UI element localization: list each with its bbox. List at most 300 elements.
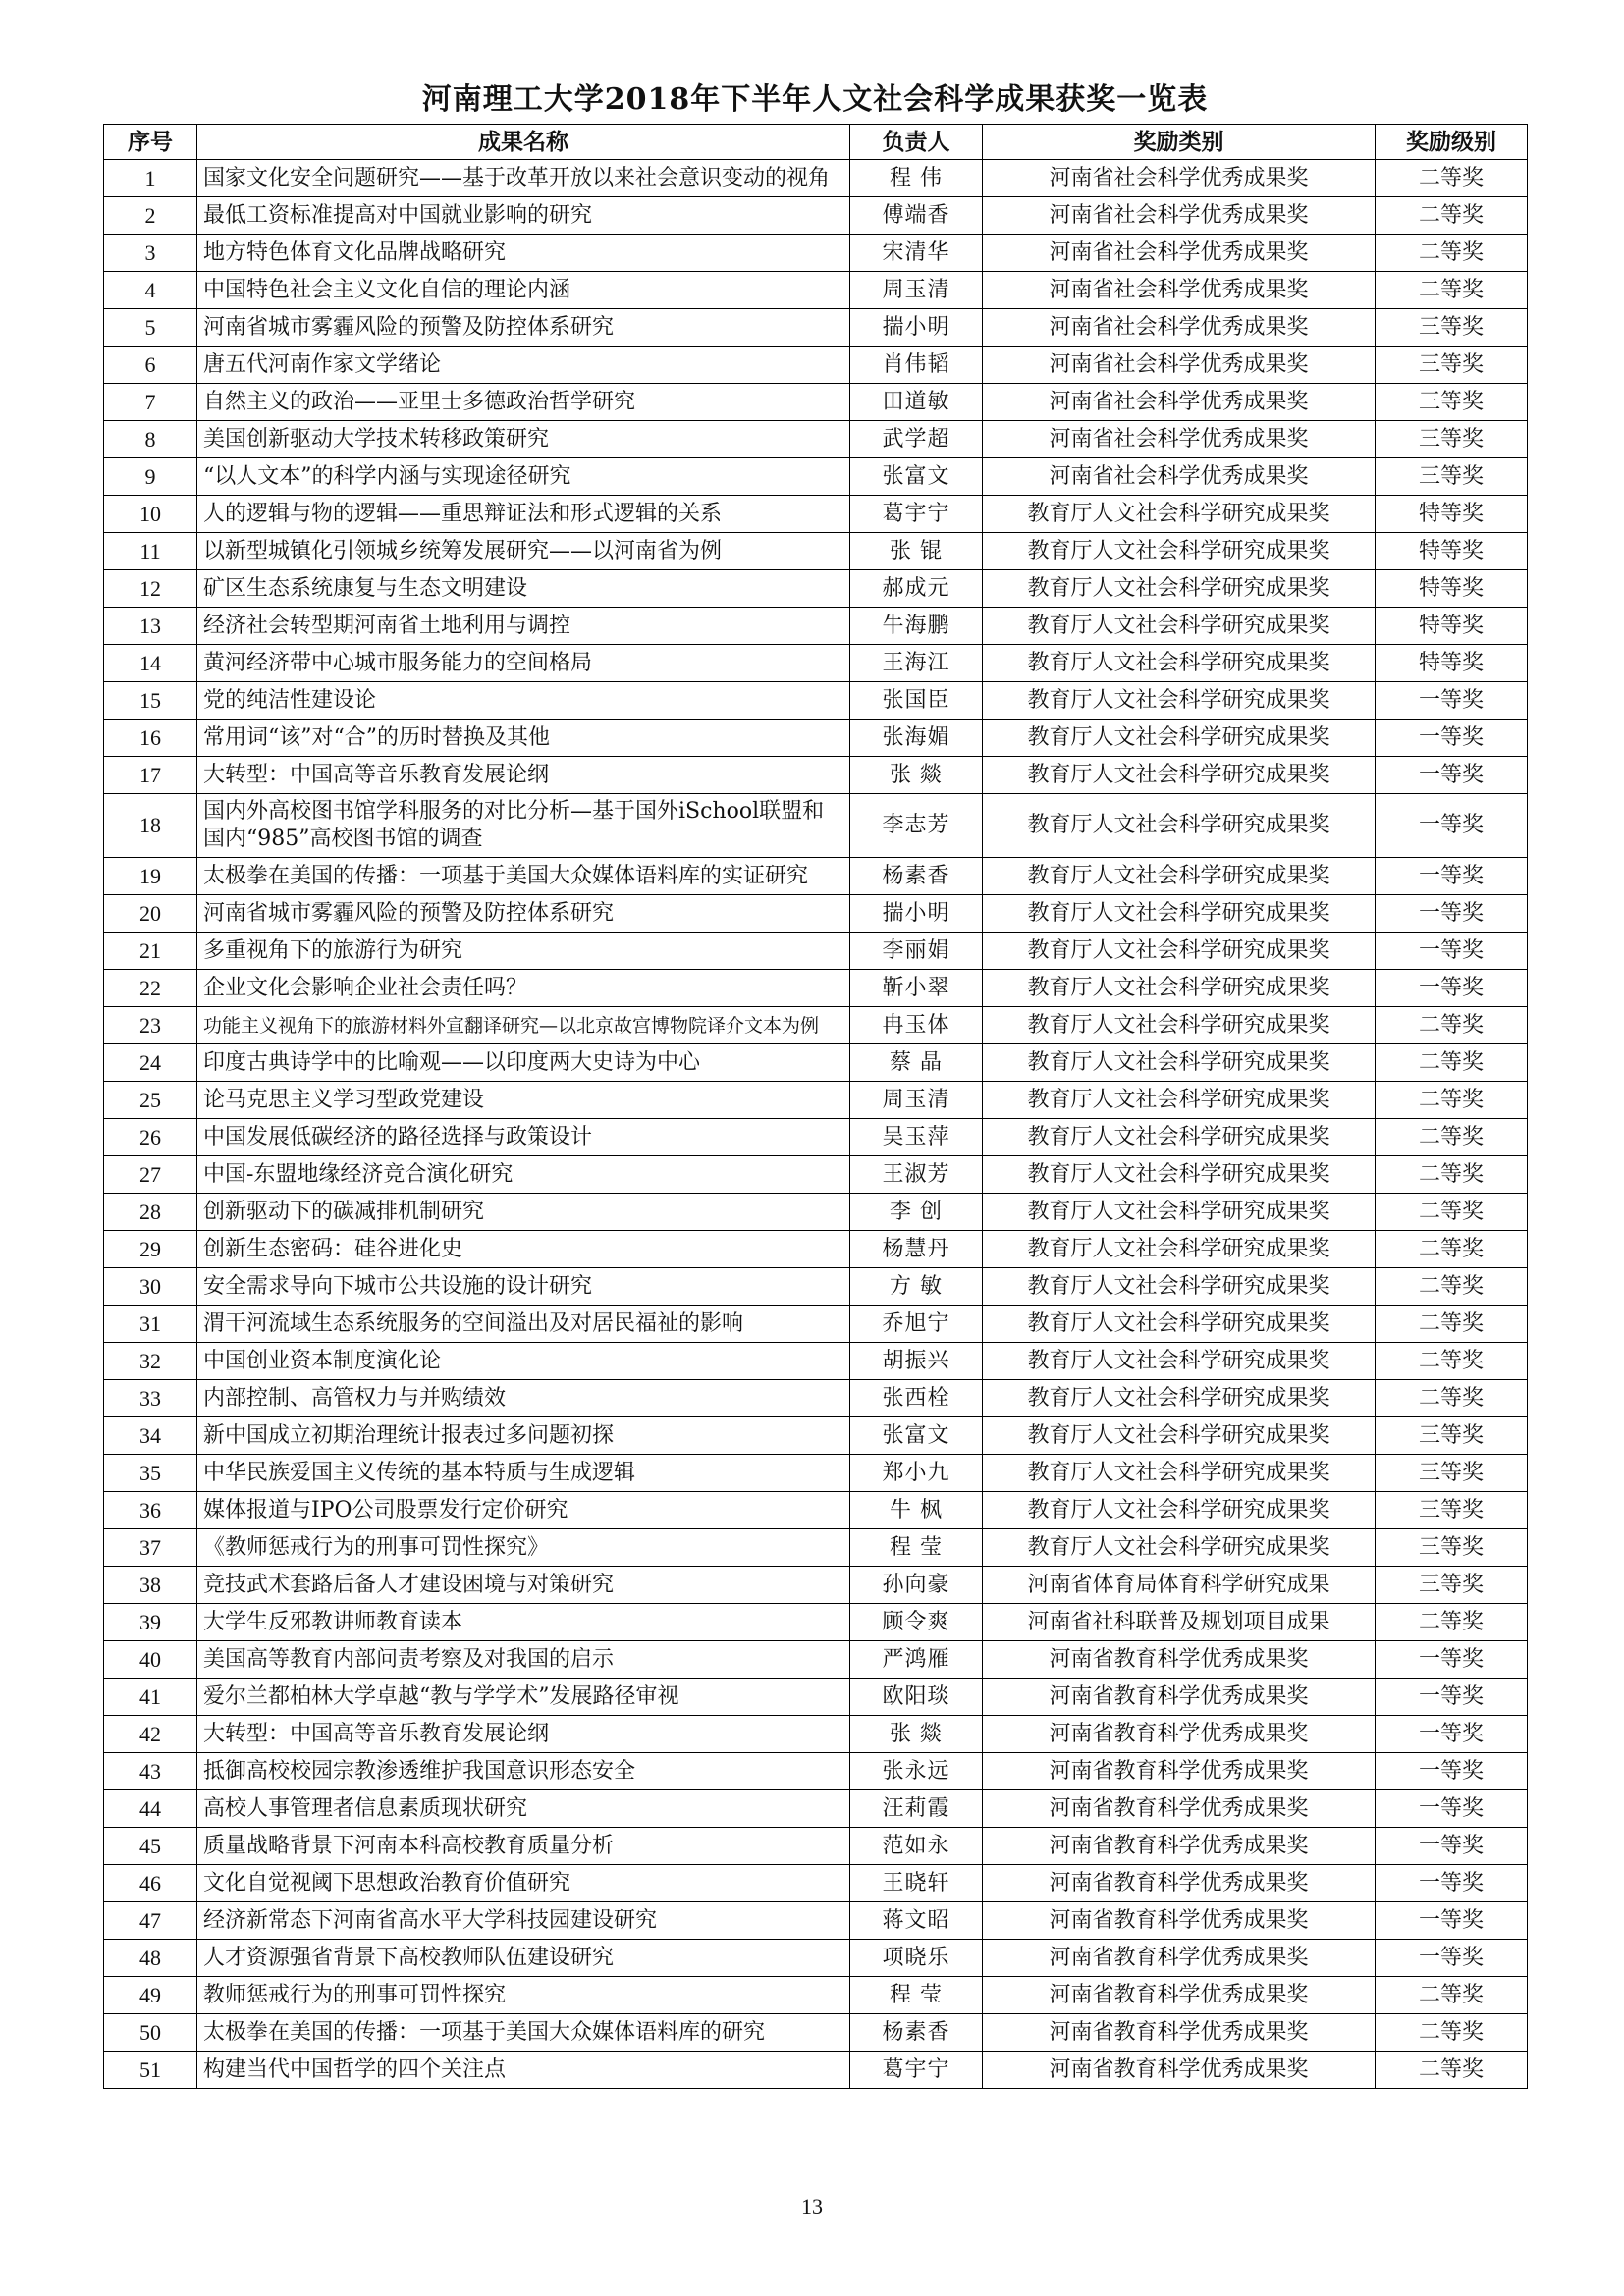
cell-leader: 李 创 — [850, 1194, 983, 1231]
table-row — [104, 384, 1528, 421]
table-row — [104, 1417, 1528, 1455]
cell-award-level: 二等奖 — [1376, 2052, 1528, 2089]
cell-award-level: 二等奖 — [1376, 1604, 1528, 1641]
cell-award-level: 一等奖 — [1376, 794, 1528, 858]
cell-award-level: 特等奖 — [1376, 608, 1528, 645]
cell-award-level: 二等奖 — [1376, 1977, 1528, 2014]
cell-seq: 43 — [104, 1753, 197, 1790]
cell-award-type: 教育厅人文社会科学研究成果奖 — [983, 1231, 1376, 1268]
cell-award-type: 教育厅人文社会科学研究成果奖 — [983, 858, 1376, 895]
cell-award-type: 教育厅人文社会科学研究成果奖 — [983, 1529, 1376, 1567]
cell-award-level: 三等奖 — [1376, 458, 1528, 496]
cell-leader: 汪莉霞 — [850, 1790, 983, 1828]
cell-award-type: 教育厅人文社会科学研究成果奖 — [983, 1343, 1376, 1380]
cell-leader: 张西栓 — [850, 1380, 983, 1417]
table-row — [104, 1231, 1528, 1268]
cell-seq: 35 — [104, 1455, 197, 1492]
cell-leader: 王晓轩 — [850, 1865, 983, 1902]
cell-title: 河南省城市雾霾风险的预警及防控体系研究 — [197, 895, 850, 933]
cell-seq: 16 — [104, 720, 197, 757]
cell-title: 最低工资标准提高对中国就业影响的研究 — [197, 197, 850, 235]
cell-seq: 20 — [104, 895, 197, 933]
cell-award-level: 特等奖 — [1376, 570, 1528, 608]
cell-title: 经济新常态下河南省高水平大学科技园建设研究 — [197, 1902, 850, 1940]
table-row — [104, 272, 1528, 309]
cell-seq: 7 — [104, 384, 197, 421]
cell-award-type: 教育厅人文社会科学研究成果奖 — [983, 1119, 1376, 1156]
table-row — [104, 608, 1528, 645]
table-row — [104, 682, 1528, 720]
cell-award-level: 二等奖 — [1376, 1380, 1528, 1417]
table-row — [104, 1343, 1528, 1380]
table-row — [104, 235, 1528, 272]
cell-leader: 武学超 — [850, 421, 983, 458]
cell-award-type: 河南省社会科学优秀成果奖 — [983, 347, 1376, 384]
cell-award-type: 教育厅人文社会科学研究成果奖 — [983, 1044, 1376, 1082]
cell-leader: 张 燚 — [850, 757, 983, 794]
cell-title: 印度古典诗学中的比喻观——以印度两大史诗为中心 — [197, 1044, 850, 1082]
cell-title: 抵御高校校园宗教渗透维护我国意识形态安全 — [197, 1753, 850, 1790]
table-row — [104, 1902, 1528, 1940]
cell-award-level: 一等奖 — [1376, 720, 1528, 757]
cell-title: 教师惩戒行为的刑事可罚性探究 — [197, 1977, 850, 2014]
cell-title: 常用词“该”对“合”的历时替换及其他 — [197, 720, 850, 757]
cell-leader: 宋清华 — [850, 235, 983, 272]
cell-title: 太极拳在美国的传播：一项基于美国大众媒体语料库的研究 — [197, 2014, 850, 2052]
table-row — [104, 2014, 1528, 2052]
cell-seq: 21 — [104, 933, 197, 970]
cell-award-level: 二等奖 — [1376, 1343, 1528, 1380]
cell-title: 内部控制、高管权力与并购绩效 — [197, 1380, 850, 1417]
cell-award-type: 教育厅人文社会科学研究成果奖 — [983, 1417, 1376, 1455]
table-row — [104, 1007, 1528, 1044]
table-row — [104, 1044, 1528, 1082]
cell-award-level: 二等奖 — [1376, 235, 1528, 272]
table-row — [104, 496, 1528, 533]
cell-leader: 乔旭宁 — [850, 1306, 983, 1343]
cell-title: 功能主义视角下的旅游材料外宣翻译研究—以北京故宫博物院译介文本为例 — [197, 1007, 850, 1044]
cell-leader: 范如永 — [850, 1828, 983, 1865]
cell-leader: 张国臣 — [850, 682, 983, 720]
cell-award-type: 河南省社会科学优秀成果奖 — [983, 235, 1376, 272]
cell-award-type: 教育厅人文社会科学研究成果奖 — [983, 970, 1376, 1007]
cell-title: 新中国成立初期治理统计报表过多问题初探 — [197, 1417, 850, 1455]
cell-award-type: 教育厅人文社会科学研究成果奖 — [983, 1194, 1376, 1231]
cell-leader: 孙向豪 — [850, 1567, 983, 1604]
cell-award-level: 二等奖 — [1376, 160, 1528, 197]
cell-award-type: 河南省教育科学优秀成果奖 — [983, 2052, 1376, 2089]
cell-award-type: 河南省教育科学优秀成果奖 — [983, 1940, 1376, 1977]
cell-leader: 项晓乐 — [850, 1940, 983, 1977]
cell-title: 《教师惩戒行为的刑事可罚性探究》 — [197, 1529, 850, 1567]
table-row — [104, 757, 1528, 794]
cell-leader: 揣小明 — [850, 309, 983, 347]
cell-leader: 张 燚 — [850, 1716, 983, 1753]
cell-title: 企业文化会影响企业社会责任吗？ — [197, 970, 850, 1007]
table-row — [104, 1641, 1528, 1679]
cell-title: 矿区生态系统康复与生态文明建设 — [197, 570, 850, 608]
cell-seq: 9 — [104, 458, 197, 496]
cell-award-level: 二等奖 — [1376, 1119, 1528, 1156]
cell-award-level: 一等奖 — [1376, 1641, 1528, 1679]
cell-title: 创新驱动下的碳减排机制研究 — [197, 1194, 850, 1231]
cell-seq: 46 — [104, 1865, 197, 1902]
cell-seq: 47 — [104, 1902, 197, 1940]
cell-award-type: 教育厅人文社会科学研究成果奖 — [983, 533, 1376, 570]
cell-seq: 45 — [104, 1828, 197, 1865]
cell-title: 论马克思主义学习型政党建设 — [197, 1082, 850, 1119]
cell-award-level: 一等奖 — [1376, 858, 1528, 895]
cell-title: 构建当代中国哲学的四个关注点 — [197, 2052, 850, 2089]
cell-seq: 37 — [104, 1529, 197, 1567]
table-row — [104, 1380, 1528, 1417]
cell-seq: 27 — [104, 1156, 197, 1194]
cell-seq: 32 — [104, 1343, 197, 1380]
cell-award-type: 教育厅人文社会科学研究成果奖 — [983, 757, 1376, 794]
awards-table — [103, 124, 1528, 2089]
cell-seq: 4 — [104, 272, 197, 309]
cell-title: 大学生反邪教讲师教育读本 — [197, 1604, 850, 1641]
cell-seq: 2 — [104, 197, 197, 235]
table-row — [104, 1119, 1528, 1156]
table-row — [104, 1790, 1528, 1828]
cell-leader: 杨素香 — [850, 858, 983, 895]
cell-award-level: 特等奖 — [1376, 496, 1528, 533]
header-award-level: 奖励级别 — [1376, 125, 1528, 160]
table-row — [104, 160, 1528, 197]
cell-title: 地方特色体育文化品牌战略研究 — [197, 235, 850, 272]
cell-award-type: 教育厅人文社会科学研究成果奖 — [983, 1492, 1376, 1529]
table-row — [104, 533, 1528, 570]
cell-leader: 方 敏 — [850, 1268, 983, 1306]
cell-award-type: 教育厅人文社会科学研究成果奖 — [983, 1156, 1376, 1194]
cell-leader: 张富文 — [850, 458, 983, 496]
cell-title: 中国特色社会主义文化自信的理论内涵 — [197, 272, 850, 309]
cell-leader: 田道敏 — [850, 384, 983, 421]
cell-seq: 30 — [104, 1268, 197, 1306]
cell-award-type: 河南省教育科学优秀成果奖 — [983, 1902, 1376, 1940]
table-row — [104, 1604, 1528, 1641]
cell-award-type: 教育厅人文社会科学研究成果奖 — [983, 682, 1376, 720]
header-seq: 序号 — [104, 125, 197, 160]
cell-award-type: 教育厅人文社会科学研究成果奖 — [983, 1306, 1376, 1343]
cell-award-type: 教育厅人文社会科学研究成果奖 — [983, 1380, 1376, 1417]
table-row — [104, 1977, 1528, 2014]
cell-leader: 欧阳琰 — [850, 1679, 983, 1716]
cell-award-level: 三等奖 — [1376, 309, 1528, 347]
cell-leader: 郝成元 — [850, 570, 983, 608]
cell-award-type: 河南省社会科学优秀成果奖 — [983, 160, 1376, 197]
cell-award-level: 二等奖 — [1376, 197, 1528, 235]
cell-award-type: 教育厅人文社会科学研究成果奖 — [983, 1007, 1376, 1044]
cell-leader: 王淑芳 — [850, 1156, 983, 1194]
table-row — [104, 421, 1528, 458]
cell-award-level: 一等奖 — [1376, 1679, 1528, 1716]
cell-award-level: 二等奖 — [1376, 1007, 1528, 1044]
table-row — [104, 570, 1528, 608]
cell-award-type: 河南省社会科学优秀成果奖 — [983, 458, 1376, 496]
cell-title: 创新生态密码：硅谷进化史 — [197, 1231, 850, 1268]
cell-award-level: 二等奖 — [1376, 1044, 1528, 1082]
cell-award-level: 二等奖 — [1376, 2014, 1528, 2052]
cell-award-level: 特等奖 — [1376, 645, 1528, 682]
cell-leader: 周玉清 — [850, 1082, 983, 1119]
cell-title: 文化自觉视阈下思想政治教育价值研究 — [197, 1865, 850, 1902]
cell-seq: 11 — [104, 533, 197, 570]
cell-award-level: 一等奖 — [1376, 682, 1528, 720]
cell-award-type: 教育厅人文社会科学研究成果奖 — [983, 496, 1376, 533]
cell-award-type: 河南省教育科学优秀成果奖 — [983, 1865, 1376, 1902]
table-row — [104, 1529, 1528, 1567]
cell-leader: 王海江 — [850, 645, 983, 682]
cell-award-type: 河南省教育科学优秀成果奖 — [983, 1679, 1376, 1716]
header-leader: 负责人 — [850, 125, 983, 160]
cell-title: 媒体报道与IPO公司股票发行定价研究 — [197, 1492, 850, 1529]
cell-title: 中国发展低碳经济的路径选择与政策设计 — [197, 1119, 850, 1156]
table-header — [104, 125, 1528, 160]
cell-title: 黄河经济带中心城市服务能力的空间格局 — [197, 645, 850, 682]
cell-seq: 5 — [104, 309, 197, 347]
table-row — [104, 1306, 1528, 1343]
cell-leader: 傅端香 — [850, 197, 983, 235]
cell-title: 国内外高校图书馆学科服务的对比分析—基于国外iSchool联盟和国内“985”高校图书馆的调查 — [197, 794, 850, 858]
cell-seq: 44 — [104, 1790, 197, 1828]
cell-award-level: 三等奖 — [1376, 421, 1528, 458]
table-row — [104, 1679, 1528, 1716]
cell-leader: 蒋文昭 — [850, 1902, 983, 1940]
cell-award-level: 二等奖 — [1376, 1306, 1528, 1343]
cell-seq: 41 — [104, 1679, 197, 1716]
cell-title: 人的逻辑与物的逻辑——重思辩证法和形式逻辑的关系 — [197, 496, 850, 533]
cell-seq: 23 — [104, 1007, 197, 1044]
cell-award-type: 教育厅人文社会科学研究成果奖 — [983, 895, 1376, 933]
table-row — [104, 1194, 1528, 1231]
cell-leader: 张 锟 — [850, 533, 983, 570]
cell-seq: 15 — [104, 682, 197, 720]
cell-award-level: 二等奖 — [1376, 1156, 1528, 1194]
cell-award-level: 三等奖 — [1376, 1567, 1528, 1604]
table-row — [104, 1082, 1528, 1119]
cell-title: 美国高等教育内部问责考察及对我国的启示 — [197, 1641, 850, 1679]
cell-leader: 李志芳 — [850, 794, 983, 858]
cell-award-level: 二等奖 — [1376, 1082, 1528, 1119]
cell-seq: 1 — [104, 160, 197, 197]
cell-award-type: 河南省教育科学优秀成果奖 — [983, 1753, 1376, 1790]
cell-seq: 12 — [104, 570, 197, 608]
cell-seq: 34 — [104, 1417, 197, 1455]
cell-leader: 杨素香 — [850, 2014, 983, 2052]
cell-award-type: 教育厅人文社会科学研究成果奖 — [983, 1268, 1376, 1306]
cell-leader: 张海媚 — [850, 720, 983, 757]
cell-title: 党的纯洁性建设论 — [197, 682, 850, 720]
table-row — [104, 1828, 1528, 1865]
table-row — [104, 458, 1528, 496]
document-title: 河南理工大学2018年下半年人文社会科学成果获奖一览表 — [421, 82, 1209, 117]
cell-leader: 程 伟 — [850, 160, 983, 197]
cell-award-type: 河南省社会科学优秀成果奖 — [983, 384, 1376, 421]
cell-title: 以新型城镇化引领城乡统筹发展研究——以河南省为例 — [197, 533, 850, 570]
table-row — [104, 309, 1528, 347]
cell-title: 中国创业资本制度演化论 — [197, 1343, 850, 1380]
cell-award-type: 河南省社会科学优秀成果奖 — [983, 421, 1376, 458]
cell-seq: 28 — [104, 1194, 197, 1231]
table-row — [104, 720, 1528, 757]
cell-title: 多重视角下的旅游行为研究 — [197, 933, 850, 970]
page-number: 13 — [801, 2194, 823, 2218]
cell-award-type: 河南省教育科学优秀成果奖 — [983, 1641, 1376, 1679]
cell-title: 唐五代河南作家文学绪论 — [197, 347, 850, 384]
table-row — [104, 197, 1528, 235]
cell-title: 爱尔兰都柏林大学卓越“教与学学术”发展路径审视 — [197, 1679, 850, 1716]
cell-leader: 揣小明 — [850, 895, 983, 933]
cell-seq: 40 — [104, 1641, 197, 1679]
cell-award-level: 特等奖 — [1376, 533, 1528, 570]
header-title: 成果名称 — [197, 125, 850, 160]
table-row — [104, 794, 1528, 858]
cell-leader: 牛 枫 — [850, 1492, 983, 1529]
cell-seq: 42 — [104, 1716, 197, 1753]
cell-award-type: 河南省教育科学优秀成果奖 — [983, 2014, 1376, 2052]
cell-award-type: 河南省社会科学优秀成果奖 — [983, 197, 1376, 235]
cell-leader: 葛宇宁 — [850, 496, 983, 533]
table-row — [104, 1455, 1528, 1492]
cell-seq: 26 — [104, 1119, 197, 1156]
cell-seq: 31 — [104, 1306, 197, 1343]
cell-leader: 张永远 — [850, 1753, 983, 1790]
cell-award-level: 一等奖 — [1376, 757, 1528, 794]
cell-seq: 29 — [104, 1231, 197, 1268]
cell-award-type: 教育厅人文社会科学研究成果奖 — [983, 933, 1376, 970]
cell-award-type: 教育厅人文社会科学研究成果奖 — [983, 720, 1376, 757]
cell-title: 安全需求导向下城市公共设施的设计研究 — [197, 1268, 850, 1306]
cell-seq: 3 — [104, 235, 197, 272]
cell-award-type: 教育厅人文社会科学研究成果奖 — [983, 570, 1376, 608]
cell-award-level: 一等奖 — [1376, 895, 1528, 933]
cell-leader: 靳小翠 — [850, 970, 983, 1007]
cell-award-level: 一等奖 — [1376, 1902, 1528, 1940]
cell-award-level: 三等奖 — [1376, 1492, 1528, 1529]
table-row — [104, 1156, 1528, 1194]
table-row — [104, 1865, 1528, 1902]
cell-award-level: 二等奖 — [1376, 272, 1528, 309]
cell-award-type: 河南省体育局体育科学研究成果 — [983, 1567, 1376, 1604]
cell-award-type: 河南省社科联普及规划项目成果 — [983, 1604, 1376, 1641]
cell-award-level: 一等奖 — [1376, 1828, 1528, 1865]
cell-seq: 39 — [104, 1604, 197, 1641]
cell-seq: 51 — [104, 2052, 197, 2089]
cell-award-level: 二等奖 — [1376, 1268, 1528, 1306]
cell-award-type: 河南省社会科学优秀成果奖 — [983, 272, 1376, 309]
cell-award-level: 三等奖 — [1376, 1417, 1528, 1455]
cell-award-type: 教育厅人文社会科学研究成果奖 — [983, 645, 1376, 682]
cell-leader: 严鸿雁 — [850, 1641, 983, 1679]
cell-seq: 50 — [104, 2014, 197, 2052]
cell-leader: 牛海鹏 — [850, 608, 983, 645]
cell-title: 竞技武术套路后备人才建设困境与对策研究 — [197, 1567, 850, 1604]
cell-award-level: 二等奖 — [1376, 1231, 1528, 1268]
cell-seq: 38 — [104, 1567, 197, 1604]
cell-leader: 蔡 晶 — [850, 1044, 983, 1082]
table-row — [104, 1492, 1528, 1529]
cell-title: 质量战略背景下河南本科高校教育质量分析 — [197, 1828, 850, 1865]
cell-leader: 程 莹 — [850, 1977, 983, 2014]
cell-award-type: 教育厅人文社会科学研究成果奖 — [983, 608, 1376, 645]
cell-title: 自然主义的政治——亚里士多德政治哲学研究 — [197, 384, 850, 421]
cell-award-level: 一等奖 — [1376, 1753, 1528, 1790]
cell-seq: 17 — [104, 757, 197, 794]
cell-award-type: 教育厅人文社会科学研究成果奖 — [983, 1082, 1376, 1119]
cell-award-type: 河南省教育科学优秀成果奖 — [983, 1828, 1376, 1865]
cell-award-level: 三等奖 — [1376, 1529, 1528, 1567]
cell-award-type: 河南省社会科学优秀成果奖 — [983, 309, 1376, 347]
cell-leader: 吴玉萍 — [850, 1119, 983, 1156]
table-row — [104, 1567, 1528, 1604]
cell-award-type: 河南省教育科学优秀成果奖 — [983, 1977, 1376, 2014]
cell-award-type: 教育厅人文社会科学研究成果奖 — [983, 794, 1376, 858]
cell-seq: 24 — [104, 1044, 197, 1082]
cell-title: 太极拳在美国的传播：一项基于美国大众媒体语料库的实证研究 — [197, 858, 850, 895]
cell-title: 中国-东盟地缘经济竞合演化研究 — [197, 1156, 850, 1194]
cell-seq: 13 — [104, 608, 197, 645]
cell-seq: 25 — [104, 1082, 197, 1119]
cell-award-level: 一等奖 — [1376, 933, 1528, 970]
cell-seq: 6 — [104, 347, 197, 384]
cell-award-level: 三等奖 — [1376, 1455, 1528, 1492]
table-row — [104, 2052, 1528, 2089]
cell-leader: 周玉清 — [850, 272, 983, 309]
cell-title: 中华民族爱国主义传统的基本特质与生成逻辑 — [197, 1455, 850, 1492]
table-row — [104, 858, 1528, 895]
cell-seq: 8 — [104, 421, 197, 458]
table-row — [104, 1716, 1528, 1753]
cell-award-level: 三等奖 — [1376, 347, 1528, 384]
table-body — [104, 160, 1528, 2089]
cell-title: “以人文本”的科学内涵与实现途径研究 — [197, 458, 850, 496]
cell-seq: 18 — [104, 794, 197, 858]
table-row — [104, 1753, 1528, 1790]
cell-title: 河南省城市雾霾风险的预警及防控体系研究 — [197, 309, 850, 347]
cell-title: 经济社会转型期河南省土地利用与调控 — [197, 608, 850, 645]
cell-seq: 10 — [104, 496, 197, 533]
cell-title: 大转型：中国高等音乐教育发展论纲 — [197, 757, 850, 794]
cell-award-level: 三等奖 — [1376, 384, 1528, 421]
cell-leader: 肖伟韬 — [850, 347, 983, 384]
cell-seq: 49 — [104, 1977, 197, 2014]
cell-leader: 李丽娟 — [850, 933, 983, 970]
table-row — [104, 1268, 1528, 1306]
cell-seq: 36 — [104, 1492, 197, 1529]
cell-leader: 程 莹 — [850, 1529, 983, 1567]
cell-award-level: 一等奖 — [1376, 1790, 1528, 1828]
cell-seq: 48 — [104, 1940, 197, 1977]
cell-seq: 14 — [104, 645, 197, 682]
cell-leader: 胡振兴 — [850, 1343, 983, 1380]
header-award-type: 奖励类别 — [983, 125, 1376, 160]
table-row — [104, 970, 1528, 1007]
table-row — [104, 895, 1528, 933]
cell-title: 人才资源强省背景下高校教师队伍建设研究 — [197, 1940, 850, 1977]
cell-award-level: 一等奖 — [1376, 1940, 1528, 1977]
cell-award-level: 一等奖 — [1376, 1716, 1528, 1753]
cell-title: 大转型：中国高等音乐教育发展论纲 — [197, 1716, 850, 1753]
table-row — [104, 645, 1528, 682]
cell-seq: 22 — [104, 970, 197, 1007]
cell-seq: 19 — [104, 858, 197, 895]
cell-leader: 郑小九 — [850, 1455, 983, 1492]
cell-title: 国家文化安全问题研究——基于改革开放以来社会意识变动的视角 — [197, 160, 850, 197]
cell-leader: 张富文 — [850, 1417, 983, 1455]
table-row — [104, 933, 1528, 970]
